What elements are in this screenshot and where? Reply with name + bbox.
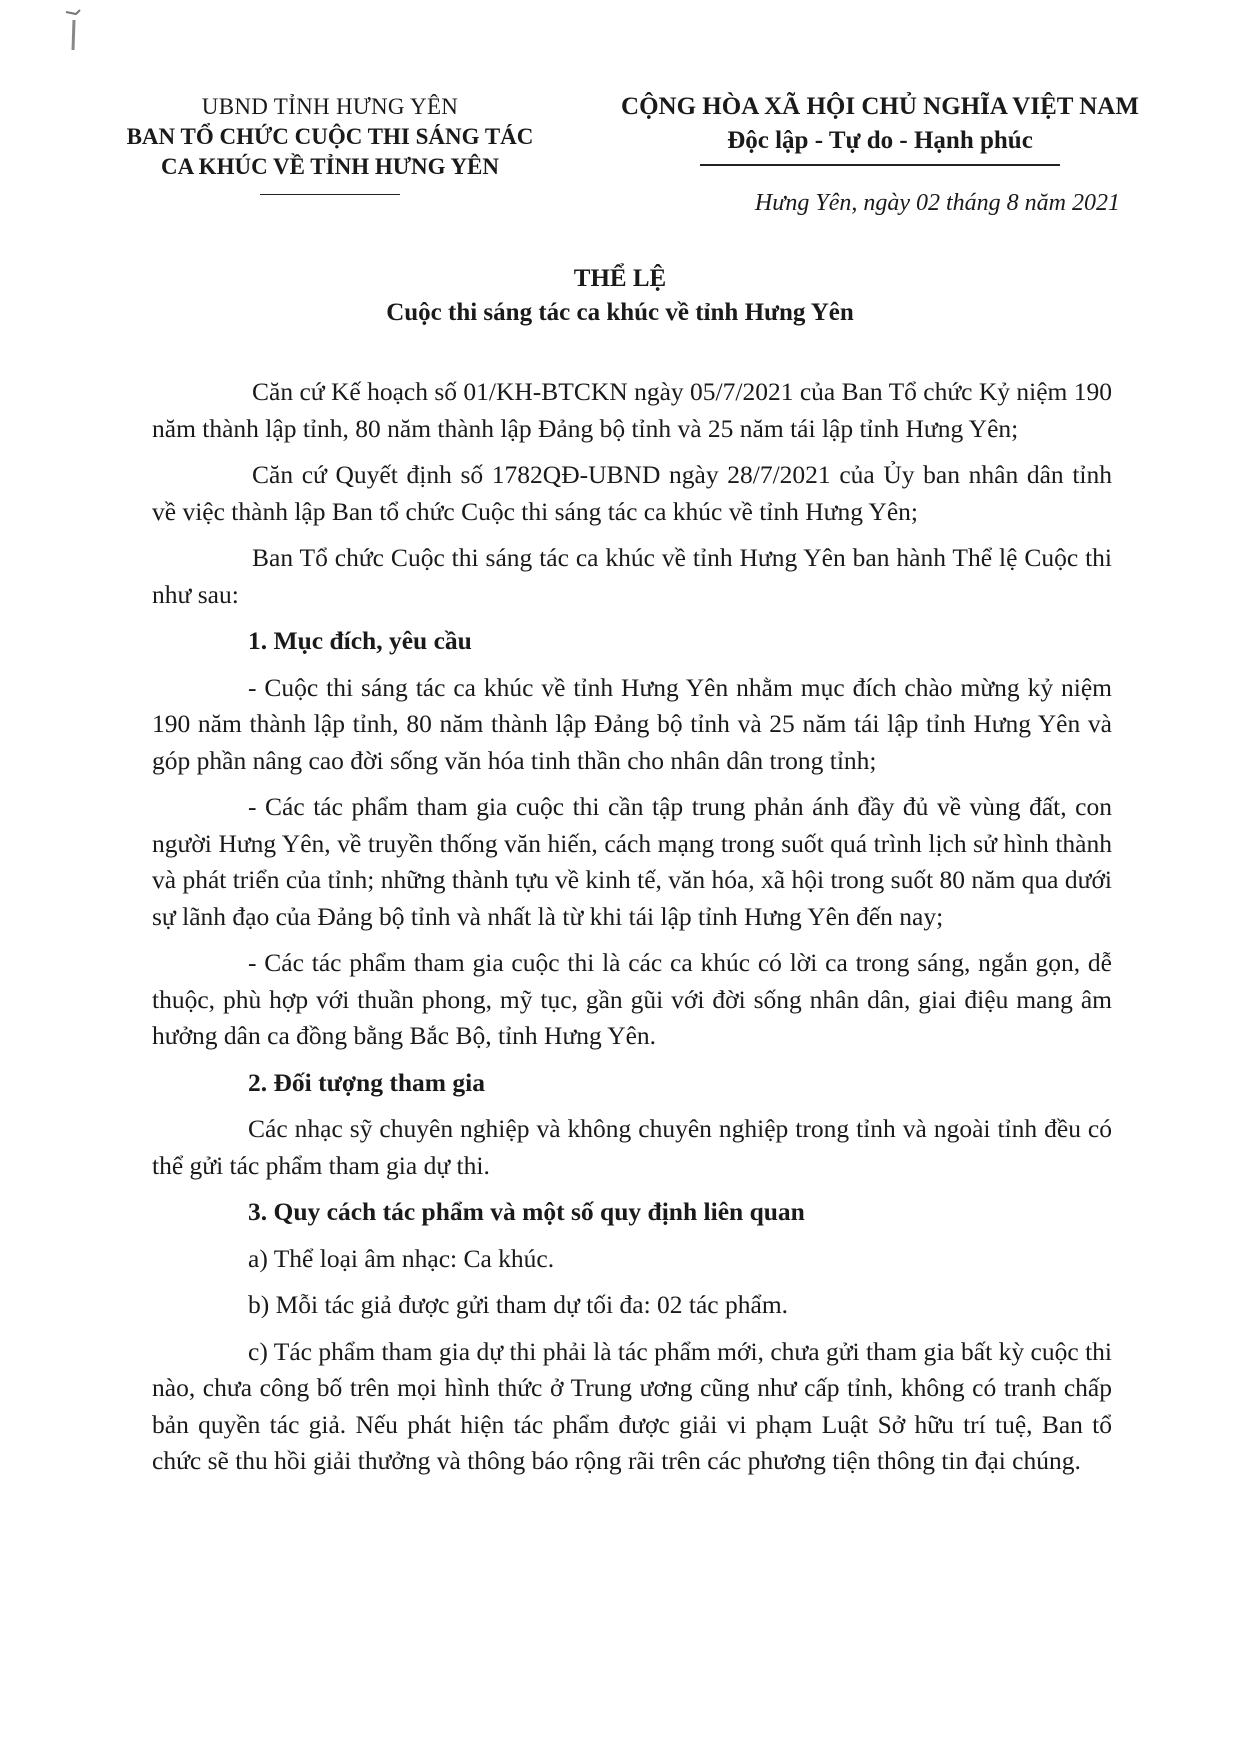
section-heading: 2. Đối tượng tham gia xyxy=(248,1067,485,1097)
section-item: - Cuộc thi sáng tác ca khúc về tỉnh Hưng Yên nhằm mục đích chào mừng kỷ niệm 190 năm thành lập tỉnh, 80 năm thành lập Đảng bộ tỉnh và 25 năm tái lập tỉnh Hưng Yên và góp phần nâng cao đời sống văn hóa tinh thần cho nhân dân trong tỉnh; xyxy=(152,672,1112,775)
authority-underline xyxy=(260,194,400,195)
document-body xyxy=(152,374,1112,1490)
section-heading: 1. Mục đích, yêu cầu xyxy=(248,626,472,655)
section-item: - Các tác phẩm tham gia cuộc thi cần tập trung phản ánh đầy đủ về vùng đất, con người Hưng Yên, về truyền thống văn hiến, cách mạng trong suốt quá trình lịch sử hình thành và phát triển của tỉnh; những thành tựu về kinh tế, văn hóa, xã hội trong suốt 80 năm qua dưới sự lãnh đạo của Đảng bộ tỉnh và nhất là từ khi tái lập tỉnh Hưng Yên đến nay; xyxy=(152,792,1113,931)
preamble-paragraph: Căn cứ Quyết định số 1782QĐ-UBND ngày 28/7/2021 của Ủy ban nhân dân tỉnh về việc thành lập Ban tổ chức Cuộc thi sáng tác ca khúc về tỉnh Hưng Yên; xyxy=(152,460,1112,526)
motto-underline xyxy=(700,164,1060,166)
document-title-block xyxy=(200,262,1040,330)
place-date: Hưng Yên, ngày 02 tháng 8 năm 2021 xyxy=(754,190,1120,216)
section-item: a) Thể loại âm nhạc: Ca khúc. xyxy=(248,1243,555,1273)
national-header-block xyxy=(580,90,1180,166)
organizer-name-line2: CA KHÚC VỀ TỈNH HƯNG YÊN xyxy=(160,154,499,179)
section-item: - Các tác phẩm tham gia cuộc thi là các ca khúc có lời ca trong sáng, ngắn gọn, dễ thuộc, phù hợp với thuần phong, mỹ tục, gần gũi với đời sống nhân dân, giai điệu mang âm hưởng dân ca đồng bằng Bắc Bộ, tỉnh Hưng Yên. xyxy=(152,948,1112,1050)
document-subtitle: Cuộc thi sáng tác ca khúc về tỉnh Hưng Yên xyxy=(386,299,854,326)
section-paragraph: Các nhạc sỹ chuyên nghiệp và không chuyên nghiệp trong tỉnh và ngoài tỉnh đều có thể gửi tác phẩm tham gia dự thi. xyxy=(152,1114,1112,1180)
scan-artifact xyxy=(62,6,84,56)
organizer-name-line1: BAN TỔ CHỨC CUỘC THI SÁNG TÁC xyxy=(126,124,534,149)
issuing-authority-block xyxy=(100,92,560,195)
document-title: THỂ LỆ xyxy=(573,265,667,292)
agency-name: UBND TỈNH HƯNG YÊN xyxy=(201,94,459,119)
national-motto: Độc lập - Tự do - Hạnh phúc xyxy=(727,127,1033,154)
preamble-paragraph: Ban Tổ chức Cuộc thi sáng tác ca khúc về tỉnh Hưng Yên ban hành Thể lệ Cuộc thi như sau: xyxy=(152,543,1112,609)
section-item: c) Tác phẩm tham gia dự thi phải là tác phẩm mới, chưa gửi tham gia bất kỳ cuộc thi nào, chưa công bố trên mọi hình thức ở Trung ương cũng như cấp tỉnh, không có tranh chấp bản quyền tác giả. Nếu phát hiện tác phẩm được giải vi phạm Luật Sở hữu trí tuệ, Ban tổ chức sẽ thu hồi giải thưởng và thông báo rộng rãi trên các phương tiện thông tin đại chúng. xyxy=(152,1336,1112,1475)
section-heading: 3. Quy cách tác phẩm và một số quy định liên quan xyxy=(248,1197,805,1226)
preamble-paragraph: Căn cứ Kế hoạch số 01/KH-BTCKN ngày 05/7/2021 của Ban Tổ chức Kỷ niệm 190 năm thành lập tỉnh, 80 năm thành lập Đảng bộ tỉnh và 25 năm tái lập tỉnh Hưng Yên; xyxy=(152,377,1113,443)
republic-name: CỘNG HÒA XÃ HỘI CHỦ NGHĨA VIỆT NAM xyxy=(621,93,1139,120)
section-item: b) Mỗi tác giả được gửi tham dự tối đa: 02 tác phẩm. xyxy=(248,1290,789,1319)
